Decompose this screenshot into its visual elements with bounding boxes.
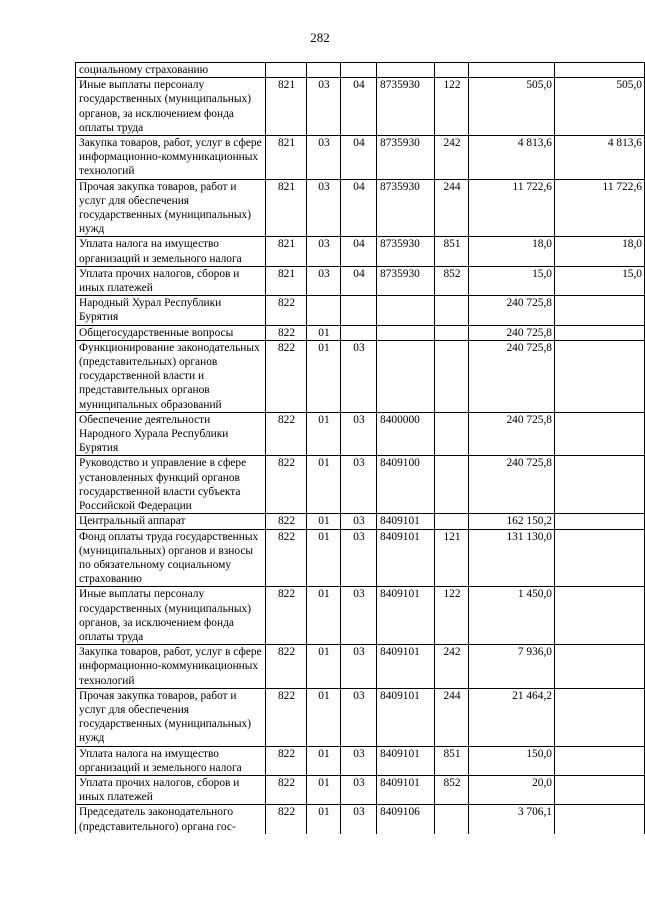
cell-ved: 822: [266, 412, 307, 456]
table-row: [76, 325, 645, 340]
cell-ved: 822: [266, 587, 307, 645]
cell-ved: 822: [266, 746, 307, 775]
cell-ved: 821: [266, 266, 307, 295]
cell-sum2: [555, 63, 645, 78]
cell-ved: 822: [266, 296, 307, 325]
table-row: [76, 688, 645, 746]
cell-rz: 01: [307, 412, 341, 456]
cell-vr: 244: [435, 688, 469, 746]
cell-csr: 8409101: [377, 688, 435, 746]
cell-rz: 01: [307, 514, 341, 529]
cell-csr: [377, 63, 435, 78]
cell-csr: 8400000: [377, 412, 435, 456]
cell-csr: 8409106: [377, 805, 435, 834]
cell-csr: [377, 296, 435, 325]
cell-ved: [266, 63, 307, 78]
cell-sum2: [555, 529, 645, 587]
cell-pr: 03: [341, 412, 377, 456]
cell-vr: 244: [435, 179, 469, 237]
cell-pr: 03: [341, 514, 377, 529]
cell-name: Уплата налога на имущество организаций и земельного налога: [76, 746, 266, 775]
cell-rz: 01: [307, 688, 341, 746]
cell-rz: 01: [307, 529, 341, 587]
cell-sum2: 11 722,6: [555, 179, 645, 237]
cell-name: Фонд оплаты труда государственных (муниципальных) органов и взносы по обязательному социальному страхованию: [76, 529, 266, 587]
cell-pr: 03: [341, 775, 377, 804]
cell-vr: [435, 805, 469, 834]
cell-sum1: 240 725,8: [469, 412, 555, 456]
table-row: [76, 805, 645, 834]
cell-csr: 8409101: [377, 514, 435, 529]
cell-rz: 01: [307, 340, 341, 412]
cell-pr: 03: [341, 587, 377, 645]
cell-name: Уплата прочих налогов, сборов и иных платежей: [76, 266, 266, 295]
table-row: [76, 514, 645, 529]
cell-sum2: [555, 587, 645, 645]
cell-csr: [377, 325, 435, 340]
cell-name: Закупка товаров, работ, услуг в сфере информационно-коммуникационных технологий: [76, 645, 266, 689]
cell-sum1: 1 450,0: [469, 587, 555, 645]
cell-ved: 822: [266, 775, 307, 804]
cell-csr: 8409100: [377, 456, 435, 514]
cell-sum2: [555, 296, 645, 325]
cell-rz: [307, 63, 341, 78]
cell-sum1: 240 725,8: [469, 340, 555, 412]
cell-name: Центральный аппарат: [76, 514, 266, 529]
page-number: 282: [310, 30, 330, 45]
cell-sum2: 4 813,6: [555, 136, 645, 180]
table-row: [76, 645, 645, 689]
cell-pr: 03: [341, 529, 377, 587]
cell-sum1: 21 464,2: [469, 688, 555, 746]
cell-name: Прочая закупка товаров, работ и услуг для обеспечения государственных (муниципальных) нужд: [76, 688, 266, 746]
table-row: [76, 179, 645, 237]
cell-csr: 8735930: [377, 237, 435, 266]
cell-vr: 851: [435, 237, 469, 266]
cell-csr: 8409101: [377, 529, 435, 587]
cell-csr: 8735930: [377, 136, 435, 180]
cell-vr: 122: [435, 587, 469, 645]
cell-pr: 04: [341, 136, 377, 180]
cell-ved: 822: [266, 514, 307, 529]
cell-sum2: [555, 688, 645, 746]
cell-ved: 822: [266, 456, 307, 514]
cell-ved: 822: [266, 340, 307, 412]
cell-vr: [435, 63, 469, 78]
cell-pr: 03: [341, 746, 377, 775]
cell-sum2: [555, 805, 645, 834]
cell-name: Общегосударственные вопросы: [76, 325, 266, 340]
cell-csr: 8409101: [377, 645, 435, 689]
cell-pr: [341, 63, 377, 78]
cell-sum2: [555, 325, 645, 340]
table-row: [76, 746, 645, 775]
cell-sum1: 240 725,8: [469, 325, 555, 340]
cell-vr: 121: [435, 529, 469, 587]
cell-csr: 8409101: [377, 746, 435, 775]
cell-rz: [307, 296, 341, 325]
cell-pr: 03: [341, 805, 377, 834]
cell-name: Народный Хурал Республики Бурятия: [76, 296, 266, 325]
cell-pr: 04: [341, 266, 377, 295]
cell-vr: [435, 296, 469, 325]
cell-sum1: [469, 63, 555, 78]
cell-pr: [341, 296, 377, 325]
budget-table: [75, 62, 645, 834]
table-row: [76, 775, 645, 804]
cell-sum1: 15,0: [469, 266, 555, 295]
cell-pr: 03: [341, 340, 377, 412]
cell-csr: 8409101: [377, 587, 435, 645]
cell-name: Закупка товаров, работ, услуг в сфере информационно-коммуникационных технологий: [76, 136, 266, 180]
table-row: [76, 296, 645, 325]
cell-sum1: 150,0: [469, 746, 555, 775]
cell-ved: 821: [266, 237, 307, 266]
cell-sum1: 162 150,2: [469, 514, 555, 529]
cell-pr: 04: [341, 237, 377, 266]
cell-pr: 03: [341, 456, 377, 514]
cell-sum2: 15,0: [555, 266, 645, 295]
cell-vr: 122: [435, 78, 469, 136]
cell-pr: 03: [341, 688, 377, 746]
cell-name: Прочая закупка товаров, работ и услуг для обеспечения государственных (муниципальных) нужд: [76, 179, 266, 237]
cell-sum1: 11 722,6: [469, 179, 555, 237]
cell-rz: 03: [307, 136, 341, 180]
cell-pr: 04: [341, 179, 377, 237]
cell-rz: 01: [307, 325, 341, 340]
cell-rz: 01: [307, 805, 341, 834]
cell-pr: 04: [341, 78, 377, 136]
cell-name: Иные выплаты персоналу государственных (муниципальных) органов, за исключением фонда оплаты труда: [76, 587, 266, 645]
cell-csr: [377, 340, 435, 412]
table-row: [76, 529, 645, 587]
cell-sum2: [555, 775, 645, 804]
cell-pr: [341, 325, 377, 340]
cell-name: Функционирование законодательных (представительных) органов государственной власти и представительных органов муниципальных образований: [76, 340, 266, 412]
cell-rz: 01: [307, 746, 341, 775]
cell-sum2: 18,0: [555, 237, 645, 266]
cell-ved: 822: [266, 529, 307, 587]
table-row: [76, 456, 645, 514]
cell-rz: 03: [307, 78, 341, 136]
cell-rz: 03: [307, 237, 341, 266]
cell-sum1: 4 813,6: [469, 136, 555, 180]
cell-vr: 852: [435, 775, 469, 804]
table-row: [76, 266, 645, 295]
cell-rz: 01: [307, 645, 341, 689]
cell-sum2: [555, 746, 645, 775]
cell-ved: 821: [266, 179, 307, 237]
cell-sum2: [555, 412, 645, 456]
table-row: [76, 78, 645, 136]
table-row: [76, 340, 645, 412]
cell-vr: 242: [435, 136, 469, 180]
cell-vr: [435, 325, 469, 340]
cell-name: социальному страхованию: [76, 63, 266, 78]
cell-sum1: 7 936,0: [469, 645, 555, 689]
cell-name: Уплата прочих налогов, сборов и иных платежей: [76, 775, 266, 804]
cell-vr: 852: [435, 266, 469, 295]
cell-name: Иные выплаты персоналу государственных (муниципальных) органов, за исключением фонда оплаты труда: [76, 78, 266, 136]
cell-sum1: 240 725,8: [469, 296, 555, 325]
cell-sum1: 131 130,0: [469, 529, 555, 587]
cell-name: Руководство и управление в сфере установленных функций органов государственной власти субъекта Российской Федерации: [76, 456, 266, 514]
cell-rz: 03: [307, 266, 341, 295]
cell-vr: [435, 412, 469, 456]
cell-ved: 822: [266, 645, 307, 689]
cell-sum1: 505,0: [469, 78, 555, 136]
cell-sum2: [555, 456, 645, 514]
cell-rz: 01: [307, 775, 341, 804]
cell-ved: 821: [266, 78, 307, 136]
cell-vr: [435, 514, 469, 529]
cell-sum1: 3 706,1: [469, 805, 555, 834]
cell-rz: 01: [307, 587, 341, 645]
cell-vr: 242: [435, 645, 469, 689]
cell-ved: 822: [266, 805, 307, 834]
table-row: [76, 587, 645, 645]
cell-vr: [435, 340, 469, 412]
cell-sum2: [555, 645, 645, 689]
table-row: [76, 237, 645, 266]
cell-sum2: [555, 514, 645, 529]
cell-csr: 8735930: [377, 78, 435, 136]
cell-sum2: [555, 340, 645, 412]
cell-ved: 822: [266, 325, 307, 340]
cell-ved: 821: [266, 136, 307, 180]
cell-ved: 822: [266, 688, 307, 746]
cell-csr: 8409101: [377, 775, 435, 804]
cell-vr: [435, 456, 469, 514]
cell-rz: 01: [307, 456, 341, 514]
cell-name: Уплата налога на имущество организаций и земельного налога: [76, 237, 266, 266]
table-row: [76, 412, 645, 456]
cell-csr: 8735930: [377, 179, 435, 237]
cell-sum1: 20,0: [469, 775, 555, 804]
cell-name: Председатель законодательного (представительного) органа гос-: [76, 805, 266, 834]
cell-sum2: 505,0: [555, 78, 645, 136]
table-row: [76, 63, 645, 78]
cell-name: Обеспечение деятельности Народного Хурала Республики Бурятия: [76, 412, 266, 456]
cell-csr: 8735930: [377, 266, 435, 295]
cell-sum1: 18,0: [469, 237, 555, 266]
cell-vr: 851: [435, 746, 469, 775]
cell-pr: 03: [341, 645, 377, 689]
cell-rz: 03: [307, 179, 341, 237]
table-row: [76, 136, 645, 180]
cell-sum1: 240 725,8: [469, 456, 555, 514]
